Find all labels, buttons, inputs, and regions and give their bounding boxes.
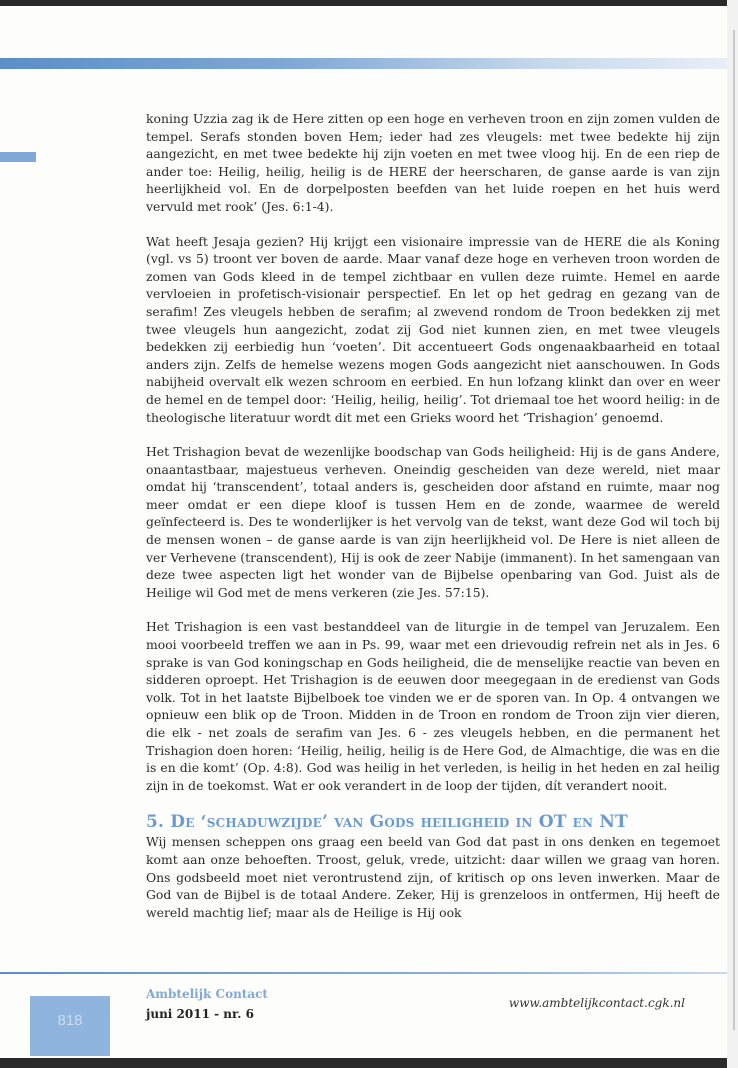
magazine-page xyxy=(0,6,727,1058)
magazine-title: Ambtelijk Contact xyxy=(146,987,268,1001)
page-edge-line xyxy=(733,30,735,1030)
paragraph-3: Het Trishagion bevat de wezenlijke boodschap van Gods heiligheid: Hij is de gans Andere, onaantastbaar, majestueus verheven. Oneindig gescheiden van deze wereld, niet maar omdat hij ‘transcendent’, totaal anders is, gescheiden door afstand en ruimte, maar nog meer omdat er een diepe kloof is tussen Hem en de zonde, waarmee de wereld geïnfecteerd is. Des te wonderlijker is het vervolg van de tekst, want deze God wil toch bij de mensen wonen – de ganse aarde is van zijn heerlijkheid vol. De Here is niet alleen de ver Verhevene (transcendent), Hij is ook de zeer Nabije (immanent). In het samengaan van deze twee aspecten ligt het wonder van de Bijbelse openbaring van God. Juist als de Heilige wil God met de mens verkeren (zie Jes. 57:15). xyxy=(146,444,720,600)
article-body xyxy=(146,110,720,921)
website-link[interactable]: www.ambtelijkcontact.cgk.nl xyxy=(508,996,685,1010)
header-color-band xyxy=(0,58,727,69)
side-color-marker xyxy=(0,152,36,162)
paragraph-2: Wat heeft Jesaja gezien? Hij krijgt een visionaire impressie van de HERE die als Koning (vgl. vs 5) troont ver boven de aarde. Maar vanaf deze hoge en verheven troon worden de zomen van Gods kleed in de tempel zichtbaar en vullen deze ruimte. Hemel en aarde vervloeien in profetisch-visionair perspectief. En let op het gedrag en gezang van de serafim! Zes vleugels hebben de serafim; al zwevend rondom de Troon bedekken zij met twee vleugels hun aangezicht, zodat zij God niet kunnen zien, en met twee vleugels bedekken zij eerbiedig hun ‘voeten’. Dit accentueert Gods ongenaakbaarheid en totaal anders zijn. Zelfs de hemelse wezens mogen Gods aangezicht niet aanschouwen. In Gods nabijheid overvalt elk wezen schroom en eerbied. En hun lofzang klinkt dan over en weer de hemel en de tempel door: ‘Heilig, heilig, heilig’. Tot driemaal toe het woord heilig: in de theologische literatuur wordt dit met een Grieks woord het ‘Trishagion’ genoemd. xyxy=(146,233,720,425)
paragraph-5: Wij mensen scheppen ons graag een beeld van God dat past in ons denken en tegemoet komt aan onze behoeften. Troost, geluk, vrede, uitzicht: daar willen we graag van horen. Ons godsbeeld moet niet verontrustend zijn, of kritisch op ons leven inwerken. Maar de God van de Bijbel is de totaal Andere. Zeker, Hij is grenzeloos in ontfermen, Hij heeft de wereld machtig lief; maar als de Heilige is Hij ook xyxy=(146,834,720,920)
paragraph-4: Het Trishagion is een vast bestanddeel van de liturgie in de tempel van Jeruzalem. Een mooi voorbeeld treffen we aan in Ps. 99, waar met een drievoudig refrein net als in Jes. 6 sprake is van God koningschap en Gods heiligheid, die de menselijke reactie van beven en sidderen oproept. Het Trishagion is de eeuwen door meegegaan in de eredienst van Gods volk. Tot in het laatste Bijbelboek toe vinden we er de sporen van. In Op. 4 ontvangen we opnieuw een blik op de Troon. Midden in de Troon en rondom de Troon zijn vier dieren, die elk - net zoals de serafim van Jes. 6 - zes vleugels hebben, en die permanent het Trishagion doen horen: ‘Heilig, heilig, heilig is de Here God, de Almachtige, die was en die is en die komt’ (Op. 4:8). God was heilig in het verleden, is heilig in het heden en zal heilig zijn in de toekomst. Wat er ook verandert in de loop der tijden, dít verandert nooit. xyxy=(146,619,720,793)
footer-rule xyxy=(0,972,727,974)
magazine-issue: juni 2011 - nr. 6 xyxy=(146,1007,254,1021)
page-number: 818 xyxy=(30,996,110,1056)
paragraph-1: koning Uzzia zag ik de Here zitten op een hoge en verheven troon en zijn zomen vulden de tempel. Serafs stonden boven Hem; ieder had zes vleugels: met twee bedekte hij zijn aangezicht, en met twee bedekte hij zijn voeten en met twee vloog hij. En de een riep de ander toe: Heilig, heilig, heilig is de HERE der heerscharen, de ganse aarde is van zijn heerlijkheid vol. En de dorpelposten beefden van het luide roepen en het huis werd vervuld met rook’ (Jes. 6:1-4). xyxy=(146,111,720,214)
section-heading: 5. De ‘schaduwzijde’ van Gods heiligheid in OT en NT xyxy=(146,812,628,833)
